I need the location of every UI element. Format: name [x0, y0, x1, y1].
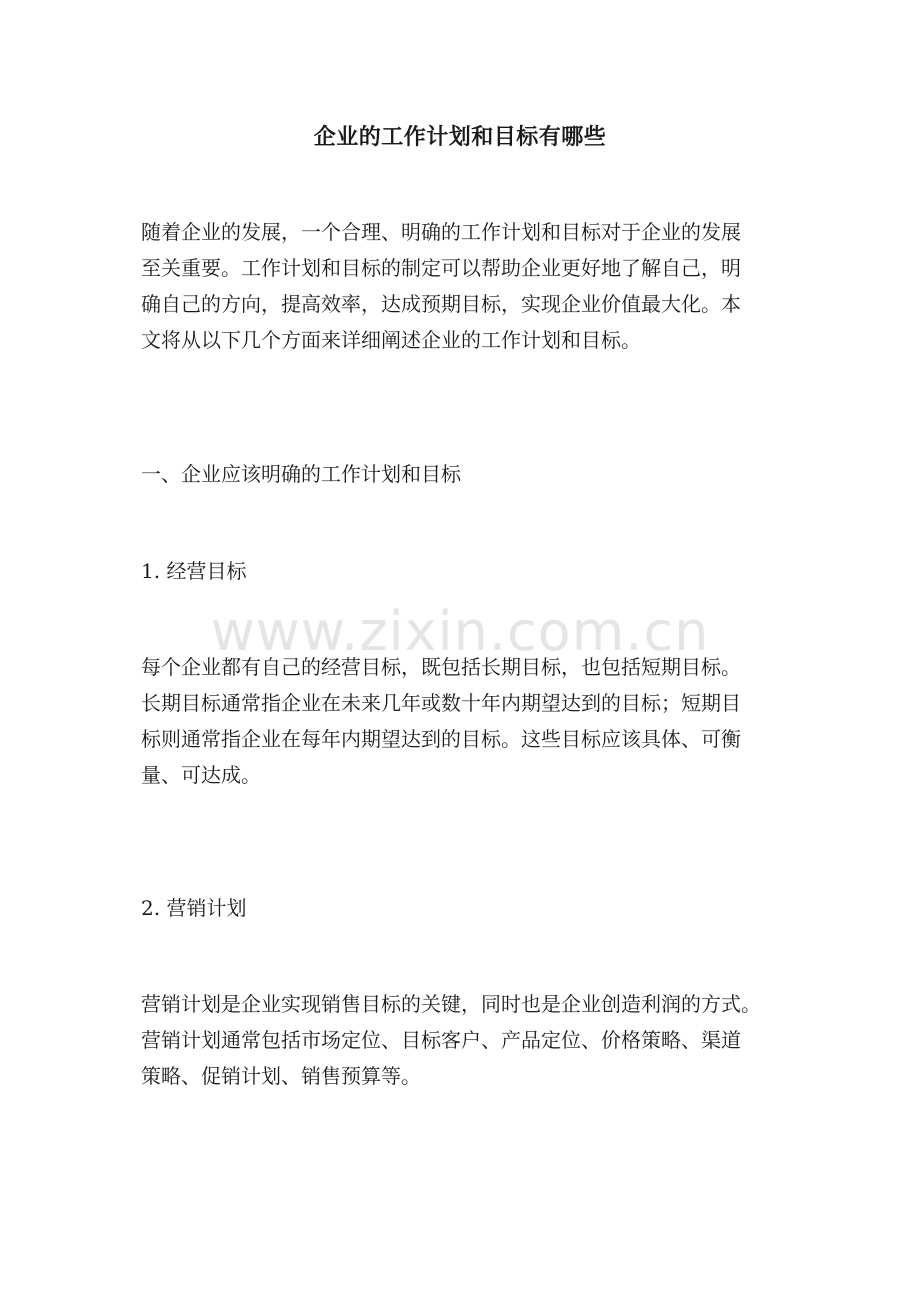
- item2-paragraph: [141, 986, 801, 1094]
- item2-line: 营销计划是企业实现销售目标的关键，同时也是企业创造利润的方式。: [141, 992, 761, 1016]
- item2-line: 策略、促销计划、销售预算等。: [141, 1064, 421, 1088]
- intro-line: 文将从以下几个方面来详细阐述企业的工作计划和目标。: [141, 328, 641, 352]
- document-title: 企业的工作计划和目标有哪些: [313, 124, 607, 150]
- item1-line: 标则通常指企业在每年内期望达到的目标。这些目标应该具体、可衡: [141, 727, 741, 751]
- intro-line: 至关重要。工作计划和目标的制定可以帮助企业更好地了解自己，明: [141, 256, 741, 280]
- section1-heading: 一、企业应该明确的工作计划和目标: [141, 462, 461, 486]
- intro-paragraph: [141, 214, 801, 358]
- watermark-text: www.zixin.com.cn: [210, 600, 710, 663]
- item1-line: 长期目标通常指企业在未来几年或数十年内期望达到的目标；短期目: [141, 691, 741, 715]
- item1-line: 量、可达成。: [141, 763, 261, 787]
- item1-line: 每个企业都有自己的经营目标，既包括长期目标，也包括短期目标。: [141, 655, 741, 679]
- item1-heading: 1. 经营目标: [141, 559, 247, 583]
- intro-line: 确自己的方向，提高效率，达成预期目标，实现企业价值最大化。本: [141, 292, 741, 316]
- item2-line: 营销计划通常包括市场定位、目标客户、产品定位、价格策略、渠道: [141, 1028, 741, 1052]
- intro-line: 随着企业的发展，一个合理、明确的工作计划和目标对于企业的发展: [141, 220, 741, 244]
- item1-paragraph: [141, 649, 801, 793]
- item2-heading: 2. 营销计划: [141, 896, 247, 920]
